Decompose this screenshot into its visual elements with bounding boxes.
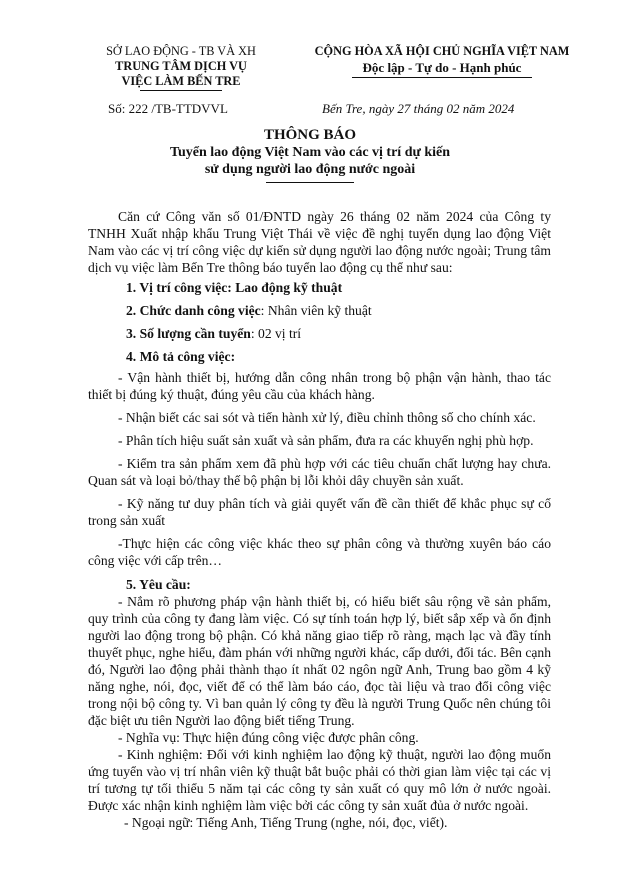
national-motto: Độc lập - Tự do - Hạnh phúc: [362, 60, 522, 75]
duty-item: - Phân tích hiệu suất sản xuất và sản phẩm, đưa ra các khuyến nghị phù hợp.: [118, 433, 534, 448]
notice-subtitle-line2: sử dụng người lao động nước ngoài: [204, 162, 416, 177]
section-3-label: 3. Số lượng cần tuyển: [126, 326, 251, 341]
section-1-heading: 1. Vị trí công việc: Lao động kỹ thuật: [126, 280, 343, 295]
motto-underline: [352, 77, 532, 78]
agency-underline: [140, 90, 222, 91]
requirements-list: [88, 593, 551, 831]
section-2-label: 2. Chức danh công việc: [126, 303, 261, 318]
national-title: CỘNG HÒA XÃ HỘI CHỦ NGHĨA VIỆT NAM: [314, 44, 570, 58]
agency-parent-name: SỞ LAO ĐỘNG - TB VÀ XH: [106, 44, 256, 58]
notice-subtitle-line1: Tuyển lao động Việt Nam vào các vị trí dự kiến: [169, 145, 451, 160]
section-5-heading: 5. Yêu cầu:: [126, 577, 191, 592]
section-3: [126, 325, 301, 342]
intro-paragraph: Căn cứ Công văn số 01/ĐNTD ngày 26 tháng 02 năm 2024 của Công ty TNHH Xuất nhập khẩu Trung Việt Thái về việc đề nghị tuyển dụng lao động Việt Nam vào các vị trí công việc dự kiến sử dụng người lao động nước ngoài; Trung tâm dịch vụ việc làm Bến Tre thông báo tuyển lao động cụ thể như sau:: [88, 209, 551, 275]
document-number: Số: 222 /TB-TTDVVL: [108, 101, 228, 116]
duty-item: - Kiểm tra sản phẩm xem đã phù hợp với các tiêu chuẩn chất lượng hay chưa. Quan sát và loại bỏ/thay thế bộ phận bị lỗi khỏi dây chuyền sản xuất.: [88, 456, 551, 488]
section-4-heading: 4. Mô tả công việc:: [126, 349, 236, 364]
section-2: [126, 302, 372, 319]
section-2-value: : Nhân viên kỹ thuật: [260, 303, 372, 318]
intro-block: [88, 208, 551, 276]
agency-name-line2: VIỆC LÀM BẾN TRE: [121, 74, 241, 88]
requirement-item: - Nghĩa vụ: Thực hiện đúng công việc được phân công.: [118, 730, 419, 745]
requirement-item: - Kinh nghiệm: Đối với kinh nghiệm lao động kỹ thuật, người lao động muốn ứng tuyển vào vị trí nhân viên kỹ thuật bắt buộc phải có thời gian làm việc tại các vị trí tương tự tối thiểu 5 năm tại các công ty sản xuất có quy mô lớn ở nước ngoài. Được xác nhận kinh nghiệm làm việc bởi các công ty sản xuất đủa ở nước ngoài.: [88, 747, 551, 813]
section-3-value: : 02 vị trí: [250, 326, 302, 341]
duty-item: -Thực hiện các công việc khác theo sự phân công và thường xuyên báo cáo công việc với cấp trên…: [88, 536, 551, 568]
duty-item: - Kỹ năng tư duy phân tích và giải quyết vấn đề cần thiết để khắc phục sự cố trong sản xuất: [88, 496, 551, 528]
duties-list: [88, 369, 551, 569]
duty-item: - Vận hành thiết bị, hướng dẫn công nhân trong bộ phận vận hành, thao tác thiết bị đúng ký thuật, đúng yêu cầu của khách hàng.: [88, 370, 551, 402]
document-date: Bến Tre, ngày 27 tháng 02 năm 2024: [322, 101, 515, 116]
title-underline: [266, 182, 354, 183]
agency-name-line1: TRUNG TÂM DỊCH VỤ: [115, 59, 247, 73]
requirement-item: - Ngoại ngữ: Tiếng Anh, Tiếng Trung (nghe, nói, đọc, viết).: [124, 815, 448, 830]
requirement-item: - Nắm rõ phương pháp vận hành thiết bị, có hiểu biết sâu rộng về sản phẩm, quy trình của công ty đang làm việc. Có sự tính toán hợp lý, biết sắp xếp và ổn định người lao động trong bộ phận. Có khả năng giao tiếp rõ ràng, mạch lạc và đầy tính thuyết phục, nghe hiểu, đàm phán với những người khác, cấp dưới, đối tác. Bên cạnh đó, Người lao động phải thành thạo ít nhất 02 ngôn ngữ Anh, Trung bao gồm 4 kỹ năng nghe, nói, đọc, viết để có thể làm báo cáo, đọc tài liệu và trao đổi công việc trong nội bộ công ty. Vì ban quản lý công ty đều là người Trung Quốc nên chúng tôi đặc biệt ưu tiên Người lao động biết tiếng Trung.: [88, 594, 551, 728]
notice-title: THÔNG BÁO: [263, 127, 357, 143]
duty-item: - Nhận biết các sai sót và tiến hành xử lý, điều chỉnh thông số cho chính xác.: [118, 410, 536, 425]
